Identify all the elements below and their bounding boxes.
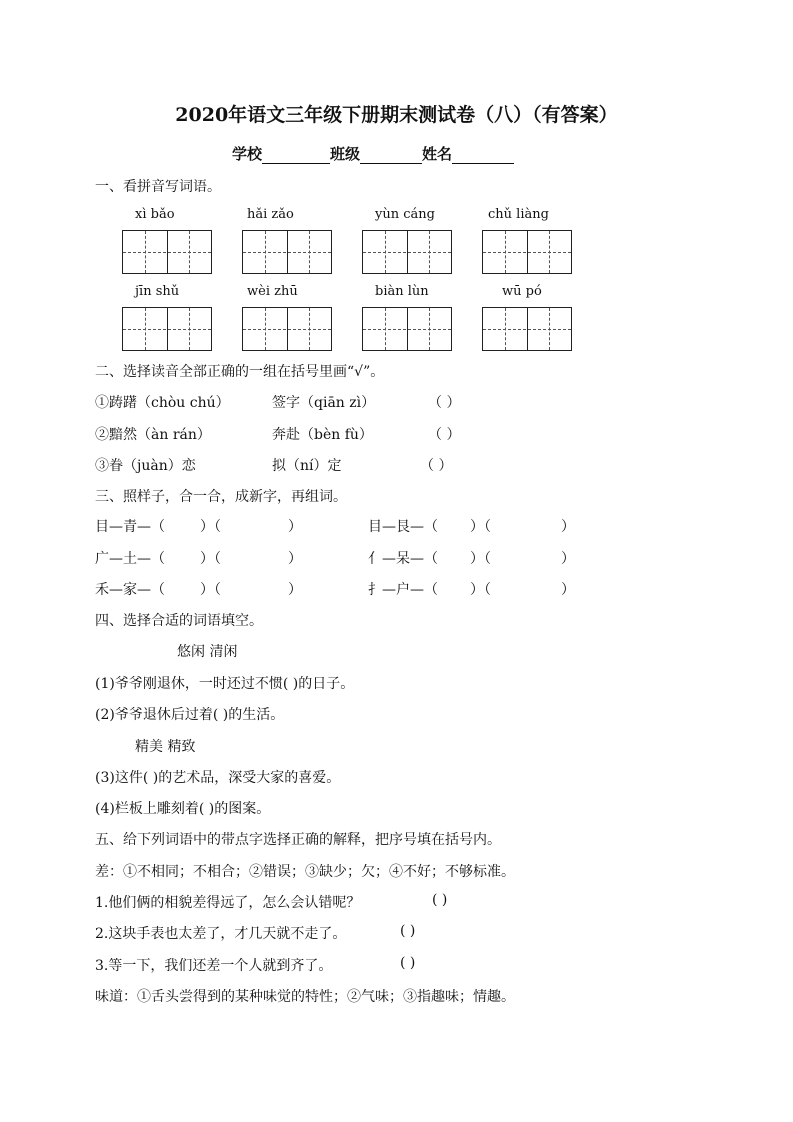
option-a: ①踌躇（chòu chú）	[95, 395, 230, 411]
combine-row-right[interactable]: ）（	[470, 582, 491, 598]
combine-row-right[interactable]: ）（	[470, 551, 491, 567]
word-choices: 精美 精致	[135, 739, 196, 755]
fill-question: (2)爷爷退休后过着( )的生活。	[95, 707, 285, 723]
definition-line: 味道：①舌头尝得到的某种味觉的特性；②气味；③指趣味；情趣。	[95, 989, 515, 1005]
writing-grid[interactable]	[482, 230, 572, 274]
option-a: ②黯然（àn rán）	[95, 427, 211, 443]
answer-parens[interactable]: ( )	[400, 923, 416, 939]
option-b: 奔赴（bèn fù）	[272, 427, 373, 443]
combine-row-right: ）	[561, 519, 575, 535]
option-a: ③眷（juàn）恋	[95, 458, 196, 474]
option-b: 拟（ní）定	[272, 458, 342, 474]
name-label: 姓名	[422, 145, 453, 163]
fill-question: (3)这件( )的艺术品，深受大家的喜爱。	[95, 770, 341, 786]
name-blank[interactable]	[452, 146, 514, 164]
combine-row-right: 亻—呆—（	[368, 551, 438, 567]
combine-row-left: ）	[288, 519, 302, 535]
section5-heading: 五、给下列词语中的带点字选择正确的解释，把序号填在括号内。	[95, 832, 501, 848]
pinyin-label: jīn shǔ	[135, 284, 180, 299]
pinyin-label: hǎi zǎo	[247, 207, 294, 222]
sentence-question: 2.这块手表也太差了，才几天就不走了。	[95, 926, 347, 942]
answer-parens[interactable]: （ ）	[420, 458, 453, 474]
combine-row-left[interactable]: ）（	[200, 551, 221, 567]
writing-grid[interactable]	[362, 230, 452, 274]
section3-heading: 三、照样子，合一合，成新字，再组词。	[95, 489, 347, 505]
combine-row-left[interactable]: ）（	[200, 519, 221, 535]
section4-heading: 四、选择合适的词语填空。	[95, 613, 263, 629]
combine-row-left: 禾—家—（	[95, 582, 165, 598]
word-choices: 悠闲 清闲	[177, 644, 238, 660]
combine-row-left: 广—土—（	[95, 551, 165, 567]
sentence-question: 1.他们俩的相貌差得远了，怎么会认错呢？	[95, 895, 361, 911]
combine-row-right: 扌—户—（	[368, 582, 438, 598]
section1-heading: 一、看拼音写词语。	[95, 179, 221, 195]
answer-parens[interactable]: （ ）	[428, 395, 461, 411]
combine-row-right: 目—艮—（	[368, 519, 438, 535]
class-blank[interactable]	[360, 146, 422, 164]
school-label: 学校	[232, 145, 263, 163]
class-label: 班级	[330, 145, 361, 163]
writing-grid[interactable]	[242, 230, 332, 274]
combine-row-left: ）	[288, 551, 302, 567]
combine-row-left[interactable]: ）（	[200, 582, 221, 598]
school-blank[interactable]	[262, 146, 330, 164]
combine-row-right: ）	[561, 582, 575, 598]
section2-heading: 二、选择读音全部正确的一组在括号里画“√”。	[95, 364, 385, 380]
fill-question: (4)栏板上雕刻着( )的图案。	[95, 801, 271, 817]
answer-parens[interactable]: ( )	[432, 892, 448, 908]
combine-row-left: 目—青—（	[95, 519, 165, 535]
writing-grid[interactable]	[362, 307, 452, 351]
pinyin-label: wèi zhū	[247, 284, 298, 299]
answer-parens[interactable]: （ ）	[428, 427, 461, 443]
combine-row-right: ）	[561, 551, 575, 567]
writing-grid[interactable]	[482, 307, 572, 351]
writing-grid[interactable]	[242, 307, 332, 351]
pinyin-label: wū pó	[502, 284, 542, 299]
answer-parens[interactable]: ( )	[400, 955, 416, 971]
sentence-question: 3.等一下，我们还差一个人就到齐了。	[95, 958, 333, 974]
pinyin-label: biàn lùn	[375, 284, 429, 299]
pinyin-label: xì bǎo	[135, 207, 175, 222]
combine-row-left: ）	[288, 582, 302, 598]
pinyin-label: yùn cáng	[375, 207, 435, 222]
combine-row-right[interactable]: ）（	[470, 519, 491, 535]
option-b: 签字（qiān zì）	[272, 395, 376, 411]
fill-question: (1)爷爷刚退休，一时还过不惯( )的日子。	[95, 676, 355, 692]
writing-grid[interactable]	[122, 307, 212, 351]
writing-grid[interactable]	[122, 230, 212, 274]
page-title: 2020年语文三年级下册期末测试卷（八）（有答案）	[175, 104, 618, 126]
pinyin-label: chǔ liàng	[488, 207, 549, 222]
student-info	[232, 143, 514, 164]
definition-line: 差：①不相同；不相合；②错误；③缺少；欠；④不好；不够标准。	[95, 864, 515, 880]
